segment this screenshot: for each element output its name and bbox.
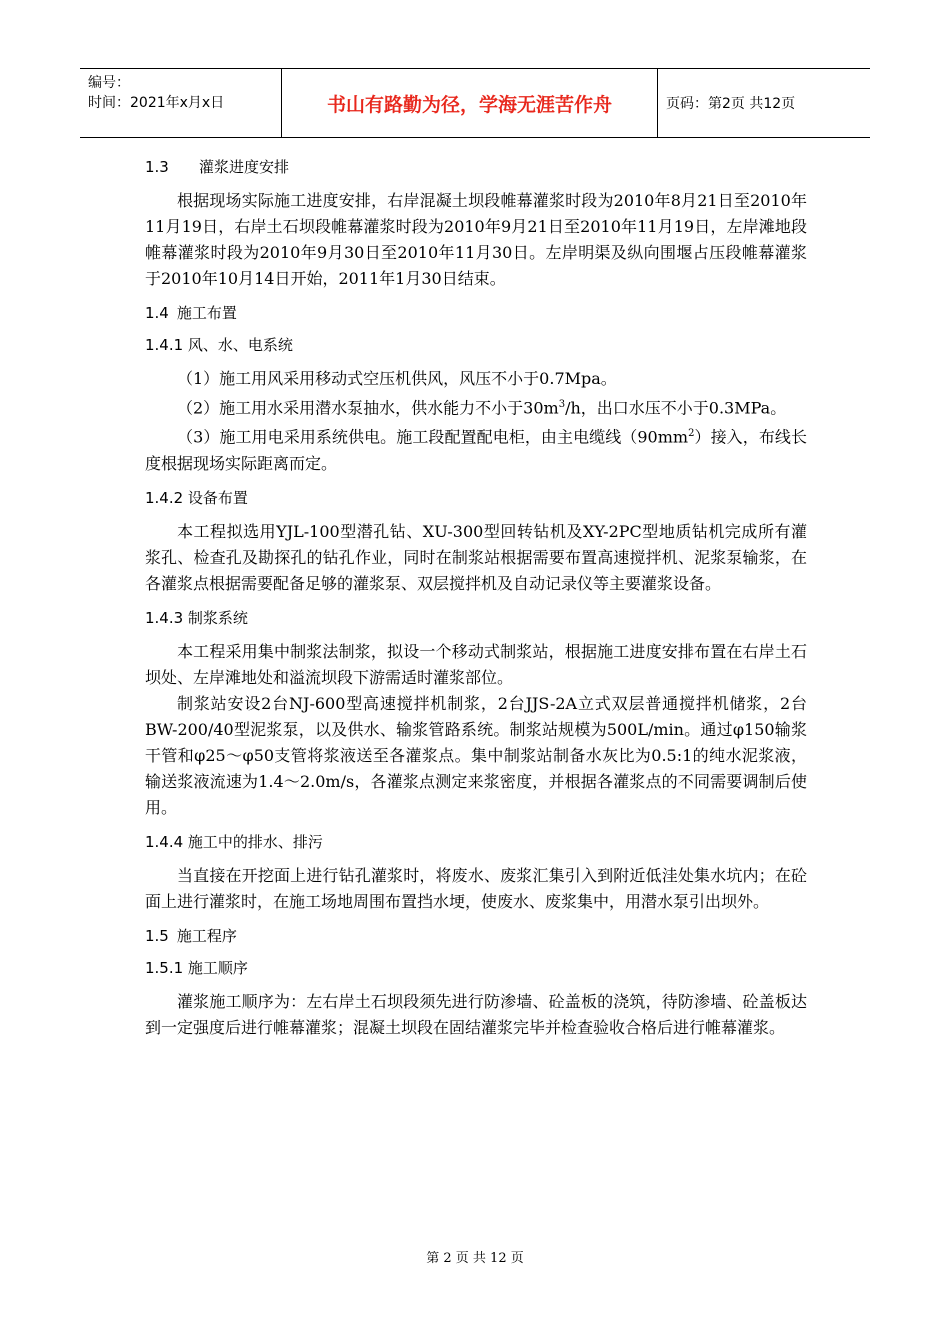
header-page-label: 页码：第2页 共12页: [666, 96, 796, 112]
item-text: （2）施工用水采用潜水泵抽水，供水能力不小于30m: [177, 398, 559, 418]
paragraph: 灌浆施工顺序为：左右岸土石坝段须先进行防渗墙、砼盖板的浇筑，待防渗墙、砼盖板达到一定强度后进行帷幕灌浆；混凝土坝段在固结灌浆完毕并检查验收合格后进行帷幕灌浆。: [145, 991, 807, 1037]
date-label: 时间：2021年x月x日: [88, 95, 225, 111]
serial-label: 编号：: [88, 75, 130, 91]
section-heading-1-4: [145, 302, 807, 324]
section-number: 1.3: [145, 158, 169, 176]
item-text: ）接入，布线长度根据现场实际距离而定。: [145, 427, 807, 473]
document-body: [145, 156, 807, 1051]
list-item: [145, 392, 807, 421]
section-number: 1.4: [145, 304, 169, 322]
item-list: [145, 366, 807, 477]
subsection-heading-1-4-1: 1.4.1 风、水、电系统: [145, 336, 293, 354]
paragraph: 本工程拟选用YJL-100型潜孔钻、XU-300型回转钻机及XY-2PC型地质钻机完成所有灌浆孔、检查孔及勘探孔的钻孔作业，同时在制浆站根据需要布置高速搅拌机、泥浆泵输浆，在各灌浆点根据需要配备足够的灌浆泵、双层搅拌机及自动记录仪等主要灌浆设备。: [145, 521, 807, 593]
subsection-heading-1-4-4: 1.4.4 施工中的排水、排污: [145, 832, 323, 851]
list-item: [145, 421, 807, 476]
subsection-heading-1-4-3: 1.4.3 制浆系统: [145, 608, 248, 627]
section-title: 施工布置: [176, 304, 237, 322]
paragraph: 根据现场实际施工进度安排，右岸混凝土坝段帷幕灌浆时段为2010年8月21日至2010年11月19日，右岸土石坝段帷幕灌浆时段为2010年9月21日至2010年11月19日，左岸滩地段帷幕灌浆时段为2010年9月30日至2010年11月30日。左岸明渠及纵向围堰占压段帷幕灌浆于2010年10月14日开始，2011年1月30日结束。: [145, 191, 807, 288]
subsection-heading-1-5-1: 1.5.1 施工顺序: [145, 958, 248, 977]
header-info: [80, 69, 282, 137]
item-text: /h，出口水压不小于0.3MPa。: [565, 398, 787, 418]
section-heading-1-3: [145, 156, 807, 178]
section-number: 1.5: [145, 926, 169, 945]
paragraph: 当直接在开挖面上进行钻孔灌浆时，将废水、废浆汇集引入到附近低洼处集水坑内；在砼面上进行灌浆时，在施工场地周围布置挡水埂，使废水、废浆集中，用潜水泵引出坝外。: [145, 865, 807, 911]
paragraph: 本工程采用集中制浆法制浆，拟设一个移动式制浆站，根据施工进度安排布置在右岸土石坝处、左岸滩地处和溢流坝段下游需适时灌浆部位。: [145, 641, 807, 687]
superscript: 3: [558, 399, 566, 410]
section-heading-1-5: [145, 925, 807, 947]
page-footer: 第 2 页 共 12 页: [426, 1251, 524, 1266]
page-header: [80, 68, 870, 138]
section-title: 施工程序: [176, 926, 237, 945]
subsection-heading-1-4-2: 1.4.2 设备布置: [145, 488, 248, 507]
list-item: （1）施工用风采用移动式空压机供风，风压不小于0.7Mpa。: [177, 369, 617, 388]
header-motto: 书山有路勤为径，学海无涯苦作舟: [282, 69, 658, 137]
superscript: 2: [688, 428, 695, 440]
item-text: （3）施工用电采用系统供电。施工段配置配电柜，由主电缆线（90mm: [177, 427, 689, 447]
section-title: 灌浆进度安排: [199, 158, 290, 176]
paragraph: 制浆站安设2台NJ-600型高速搅拌机制浆，2台JJS-2A立式双层普通搅拌机储浆，2台BW-200/40型泥浆泵，以及供水、输浆管路系统。制浆站规模为500L/min。通过φ150输浆干管和φ25～φ50支管将浆液送至各灌浆点。集中制浆站制备水灰比为0.5:1的纯水泥浆液，输送浆液流速为1.4～2.0m/s，各灌浆点测定来浆密度，并根据各灌浆点的不同需要调制后使用。: [145, 693, 807, 817]
